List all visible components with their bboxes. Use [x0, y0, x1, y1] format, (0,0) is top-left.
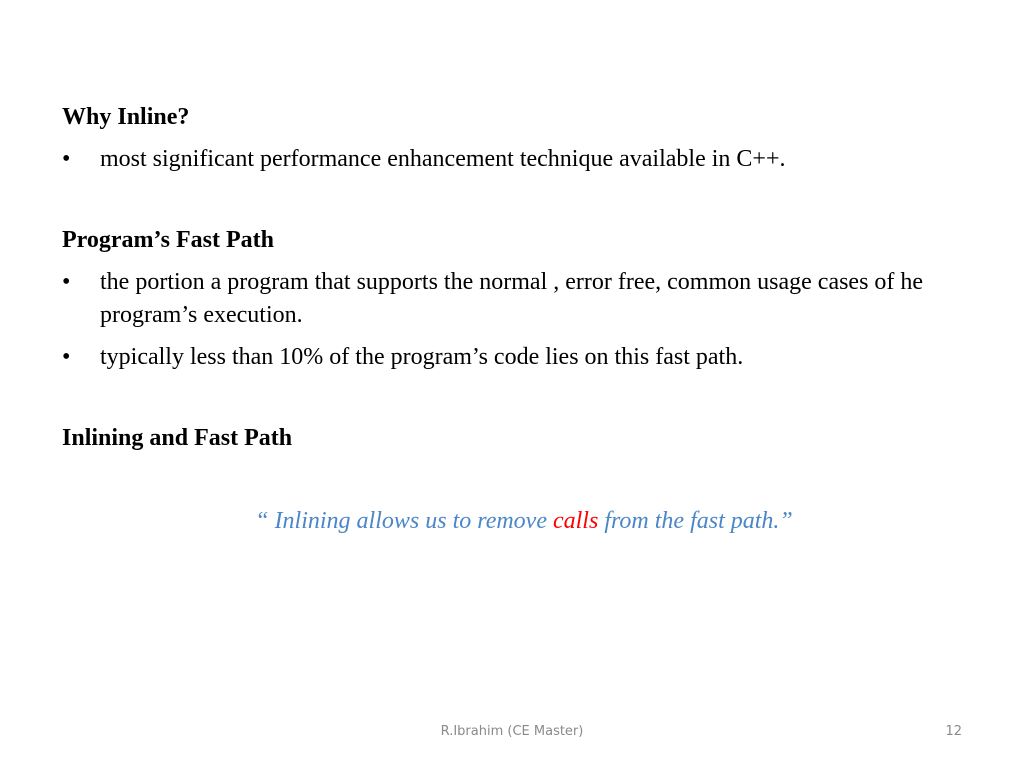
quote-text-after: from the fast path.” — [598, 508, 793, 534]
bullet-item — [62, 266, 962, 332]
section-heading-inlining-fast-path: Inlining and Fast Path — [62, 425, 293, 451]
bullet-text: most significant performance enhancement technique available in C++. — [100, 146, 786, 172]
footer-author: R.Ibrahim (CE Master) — [440, 724, 584, 739]
quote-highlight: calls — [552, 508, 599, 534]
quote — [0, 506, 1024, 536]
bullet-item — [62, 341, 962, 374]
page-number: 12 — [945, 724, 962, 739]
bullet-dot: • — [62, 269, 71, 295]
bullet-dot: • — [62, 344, 71, 370]
bullet-text: the portion a program that supports the normal , error free, common usage cases of he program’s execution. — [100, 269, 924, 328]
quote-text-before: “ Inlining allows us to remove — [255, 508, 553, 534]
section-heading-fast-path: Program’s Fast Path — [62, 227, 274, 253]
bullet-item — [62, 143, 962, 176]
bullet-text: typically less than 10% of the program’s code lies on this fast path. — [100, 344, 744, 370]
bullet-dot: • — [62, 146, 71, 172]
section-heading-why-inline: Why Inline? — [62, 104, 190, 130]
